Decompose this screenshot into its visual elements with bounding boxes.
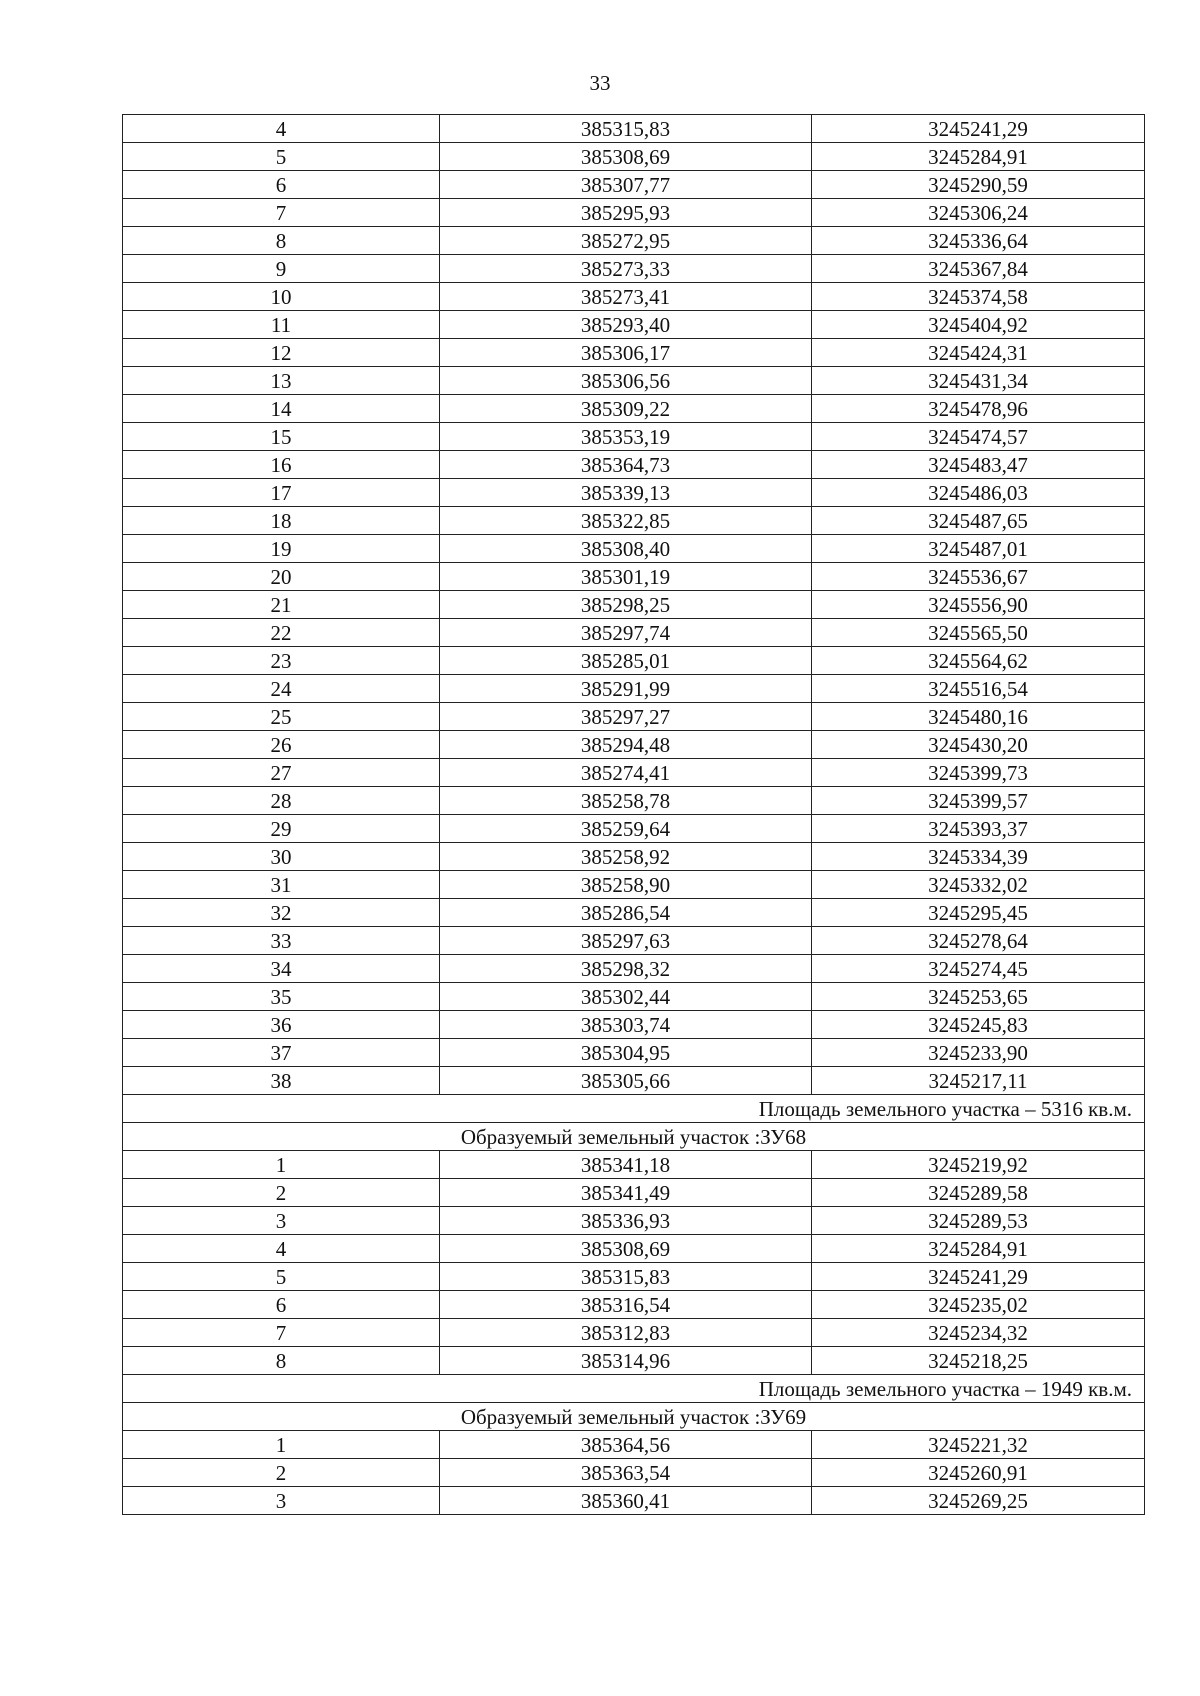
table-row: [123, 1347, 1145, 1375]
point-number-cell: 5: [123, 1263, 440, 1291]
y-coordinate-cell: 3245336,64: [812, 227, 1145, 255]
point-number-cell: 3: [123, 1207, 440, 1235]
point-number-cell: 24: [123, 675, 440, 703]
table-row: [123, 1067, 1145, 1095]
x-coordinate-cell: 385294,48: [440, 731, 812, 759]
y-coordinate-cell: 3245480,16: [812, 703, 1145, 731]
y-coordinate-cell: 3245284,91: [812, 143, 1145, 171]
area-row: [123, 1375, 1145, 1403]
table-row: [123, 1179, 1145, 1207]
x-coordinate-cell: 385315,83: [440, 1263, 812, 1291]
table-row: [123, 591, 1145, 619]
x-coordinate-cell: 385297,63: [440, 927, 812, 955]
y-coordinate-cell: 3245536,67: [812, 563, 1145, 591]
x-coordinate-cell: 385363,54: [440, 1459, 812, 1487]
x-coordinate-cell: 385322,85: [440, 507, 812, 535]
table-row: [123, 1039, 1145, 1067]
y-coordinate-cell: 3245274,45: [812, 955, 1145, 983]
table-row: [123, 759, 1145, 787]
x-coordinate-cell: 385259,64: [440, 815, 812, 843]
point-number-cell: 15: [123, 423, 440, 451]
coordinates-table-body: [123, 115, 1145, 1515]
x-coordinate-cell: 385303,74: [440, 1011, 812, 1039]
table-row: [123, 1431, 1145, 1459]
table-row: [123, 395, 1145, 423]
point-number-cell: 23: [123, 647, 440, 675]
point-number-cell: 10: [123, 283, 440, 311]
plot-area: Площадь земельного участка – 5316 кв.м.: [123, 1095, 1145, 1123]
y-coordinate-cell: 3245234,32: [812, 1319, 1145, 1347]
x-coordinate-cell: 385298,32: [440, 955, 812, 983]
y-coordinate-cell: 3245295,45: [812, 899, 1145, 927]
y-coordinate-cell: 3245430,20: [812, 731, 1145, 759]
point-number-cell: 6: [123, 171, 440, 199]
y-coordinate-cell: 3245431,34: [812, 367, 1145, 395]
point-number-cell: 26: [123, 731, 440, 759]
table-row: [123, 143, 1145, 171]
table-row: [123, 367, 1145, 395]
point-number-cell: 21: [123, 591, 440, 619]
x-coordinate-cell: 385297,27: [440, 703, 812, 731]
y-coordinate-cell: 3245253,65: [812, 983, 1145, 1011]
point-number-cell: 30: [123, 843, 440, 871]
y-coordinate-cell: 3245487,65: [812, 507, 1145, 535]
point-number-cell: 16: [123, 451, 440, 479]
point-number-cell: 7: [123, 199, 440, 227]
point-number-cell: 31: [123, 871, 440, 899]
y-coordinate-cell: 3245306,24: [812, 199, 1145, 227]
table-row: [123, 703, 1145, 731]
x-coordinate-cell: 385258,90: [440, 871, 812, 899]
table-row: [123, 675, 1145, 703]
table-row: [123, 423, 1145, 451]
y-coordinate-cell: 3245424,31: [812, 339, 1145, 367]
x-coordinate-cell: 385302,44: [440, 983, 812, 1011]
x-coordinate-cell: 385298,25: [440, 591, 812, 619]
table-row: [123, 1207, 1145, 1235]
table-row: [123, 815, 1145, 843]
x-coordinate-cell: 385308,69: [440, 143, 812, 171]
x-coordinate-cell: 385301,19: [440, 563, 812, 591]
y-coordinate-cell: 3245269,25: [812, 1487, 1145, 1515]
x-coordinate-cell: 385364,56: [440, 1431, 812, 1459]
table-row: [123, 311, 1145, 339]
point-number-cell: 3: [123, 1487, 440, 1515]
point-number-cell: 8: [123, 1347, 440, 1375]
y-coordinate-cell: 3245478,96: [812, 395, 1145, 423]
table-row: [123, 619, 1145, 647]
y-coordinate-cell: 3245289,58: [812, 1179, 1145, 1207]
point-number-cell: 29: [123, 815, 440, 843]
x-coordinate-cell: 385297,74: [440, 619, 812, 647]
x-coordinate-cell: 385304,95: [440, 1039, 812, 1067]
y-coordinate-cell: 3245241,29: [812, 115, 1145, 143]
point-number-cell: 7: [123, 1319, 440, 1347]
x-coordinate-cell: 385273,41: [440, 283, 812, 311]
point-number-cell: 25: [123, 703, 440, 731]
y-coordinate-cell: 3245367,84: [812, 255, 1145, 283]
x-coordinate-cell: 385295,93: [440, 199, 812, 227]
table-row: [123, 1235, 1145, 1263]
point-number-cell: 4: [123, 1235, 440, 1263]
point-number-cell: 28: [123, 787, 440, 815]
x-coordinate-cell: 385285,01: [440, 647, 812, 675]
x-coordinate-cell: 385273,33: [440, 255, 812, 283]
point-number-cell: 34: [123, 955, 440, 983]
x-coordinate-cell: 385258,78: [440, 787, 812, 815]
table-row: [123, 563, 1145, 591]
point-number-cell: 2: [123, 1459, 440, 1487]
y-coordinate-cell: 3245278,64: [812, 927, 1145, 955]
table-row: [123, 227, 1145, 255]
point-number-cell: 14: [123, 395, 440, 423]
y-coordinate-cell: 3245241,29: [812, 1263, 1145, 1291]
x-coordinate-cell: 385306,56: [440, 367, 812, 395]
x-coordinate-cell: 385306,17: [440, 339, 812, 367]
table-row: [123, 507, 1145, 535]
x-coordinate-cell: 385286,54: [440, 899, 812, 927]
x-coordinate-cell: 385307,77: [440, 171, 812, 199]
point-number-cell: 22: [123, 619, 440, 647]
table-row: [123, 1263, 1145, 1291]
y-coordinate-cell: 3245221,32: [812, 1431, 1145, 1459]
table-row: [123, 1151, 1145, 1179]
x-coordinate-cell: 385353,19: [440, 423, 812, 451]
point-number-cell: 9: [123, 255, 440, 283]
x-coordinate-cell: 385314,96: [440, 1347, 812, 1375]
x-coordinate-cell: 385308,40: [440, 535, 812, 563]
y-coordinate-cell: 3245290,59: [812, 171, 1145, 199]
x-coordinate-cell: 385312,83: [440, 1319, 812, 1347]
point-number-cell: 27: [123, 759, 440, 787]
x-coordinate-cell: 385305,66: [440, 1067, 812, 1095]
y-coordinate-cell: 3245289,53: [812, 1207, 1145, 1235]
x-coordinate-cell: 385360,41: [440, 1487, 812, 1515]
y-coordinate-cell: 3245245,83: [812, 1011, 1145, 1039]
section-title: Образуемый земельный участок :ЗУ69: [123, 1403, 1145, 1431]
y-coordinate-cell: 3245233,90: [812, 1039, 1145, 1067]
point-number-cell: 18: [123, 507, 440, 535]
x-coordinate-cell: 385341,18: [440, 1151, 812, 1179]
point-number-cell: 12: [123, 339, 440, 367]
table-row: [123, 535, 1145, 563]
x-coordinate-cell: 385291,99: [440, 675, 812, 703]
x-coordinate-cell: 385316,54: [440, 1291, 812, 1319]
y-coordinate-cell: 3245332,02: [812, 871, 1145, 899]
area-row: [123, 1095, 1145, 1123]
table-row: [123, 843, 1145, 871]
coordinates-table: [122, 114, 1145, 1515]
point-number-cell: 13: [123, 367, 440, 395]
table-row: [123, 647, 1145, 675]
y-coordinate-cell: 3245260,91: [812, 1459, 1145, 1487]
table-row: [123, 171, 1145, 199]
y-coordinate-cell: 3245393,37: [812, 815, 1145, 843]
table-row: [123, 899, 1145, 927]
x-coordinate-cell: 385364,73: [440, 451, 812, 479]
y-coordinate-cell: 3245217,11: [812, 1067, 1145, 1095]
section-title-row: [123, 1403, 1145, 1431]
table-row: [123, 1011, 1145, 1039]
plot-area: Площадь земельного участка – 1949 кв.м.: [123, 1375, 1145, 1403]
y-coordinate-cell: 3245284,91: [812, 1235, 1145, 1263]
table-row: [123, 787, 1145, 815]
page-number: 33: [589, 71, 611, 95]
y-coordinate-cell: 3245404,92: [812, 311, 1145, 339]
table-row: [123, 451, 1145, 479]
y-coordinate-cell: 3245399,57: [812, 787, 1145, 815]
point-number-cell: 4: [123, 115, 440, 143]
table-row: [123, 871, 1145, 899]
point-number-cell: 1: [123, 1151, 440, 1179]
point-number-cell: 17: [123, 479, 440, 507]
point-number-cell: 5: [123, 143, 440, 171]
y-coordinate-cell: 3245218,25: [812, 1347, 1145, 1375]
x-coordinate-cell: 385336,93: [440, 1207, 812, 1235]
table-row: [123, 283, 1145, 311]
y-coordinate-cell: 3245564,62: [812, 647, 1145, 675]
point-number-cell: 1: [123, 1431, 440, 1459]
table-row: [123, 199, 1145, 227]
table-row: [123, 1459, 1145, 1487]
y-coordinate-cell: 3245235,02: [812, 1291, 1145, 1319]
y-coordinate-cell: 3245565,50: [812, 619, 1145, 647]
table-row: [123, 1291, 1145, 1319]
point-number-cell: 36: [123, 1011, 440, 1039]
point-number-cell: 32: [123, 899, 440, 927]
y-coordinate-cell: 3245334,39: [812, 843, 1145, 871]
table-row: [123, 115, 1145, 143]
point-number-cell: 2: [123, 1179, 440, 1207]
y-coordinate-cell: 3245474,57: [812, 423, 1145, 451]
x-coordinate-cell: 385339,13: [440, 479, 812, 507]
y-coordinate-cell: 3245516,54: [812, 675, 1145, 703]
x-coordinate-cell: 385308,69: [440, 1235, 812, 1263]
table-row: [123, 955, 1145, 983]
y-coordinate-cell: 3245399,73: [812, 759, 1145, 787]
point-number-cell: 6: [123, 1291, 440, 1319]
x-coordinate-cell: 385309,22: [440, 395, 812, 423]
y-coordinate-cell: 3245556,90: [812, 591, 1145, 619]
table-row: [123, 927, 1145, 955]
y-coordinate-cell: 3245486,03: [812, 479, 1145, 507]
x-coordinate-cell: 385315,83: [440, 115, 812, 143]
table-row: [123, 983, 1145, 1011]
y-coordinate-cell: 3245483,47: [812, 451, 1145, 479]
y-coordinate-cell: 3245374,58: [812, 283, 1145, 311]
x-coordinate-cell: 385293,40: [440, 311, 812, 339]
section-title: Образуемый земельный участок :ЗУ68: [123, 1123, 1145, 1151]
y-coordinate-cell: 3245487,01: [812, 535, 1145, 563]
point-number-cell: 19: [123, 535, 440, 563]
y-coordinate-cell: 3245219,92: [812, 1151, 1145, 1179]
point-number-cell: 37: [123, 1039, 440, 1067]
point-number-cell: 38: [123, 1067, 440, 1095]
section-title-row: [123, 1123, 1145, 1151]
table-row: [123, 255, 1145, 283]
table-row: [123, 339, 1145, 367]
x-coordinate-cell: 385258,92: [440, 843, 812, 871]
table-row: [123, 1319, 1145, 1347]
x-coordinate-cell: 385341,49: [440, 1179, 812, 1207]
point-number-cell: 8: [123, 227, 440, 255]
point-number-cell: 20: [123, 563, 440, 591]
table-row: [123, 479, 1145, 507]
x-coordinate-cell: 385274,41: [440, 759, 812, 787]
point-number-cell: 33: [123, 927, 440, 955]
x-coordinate-cell: 385272,95: [440, 227, 812, 255]
table-row: [123, 1487, 1145, 1515]
table-row: [123, 731, 1145, 759]
point-number-cell: 35: [123, 983, 440, 1011]
point-number-cell: 11: [123, 311, 440, 339]
